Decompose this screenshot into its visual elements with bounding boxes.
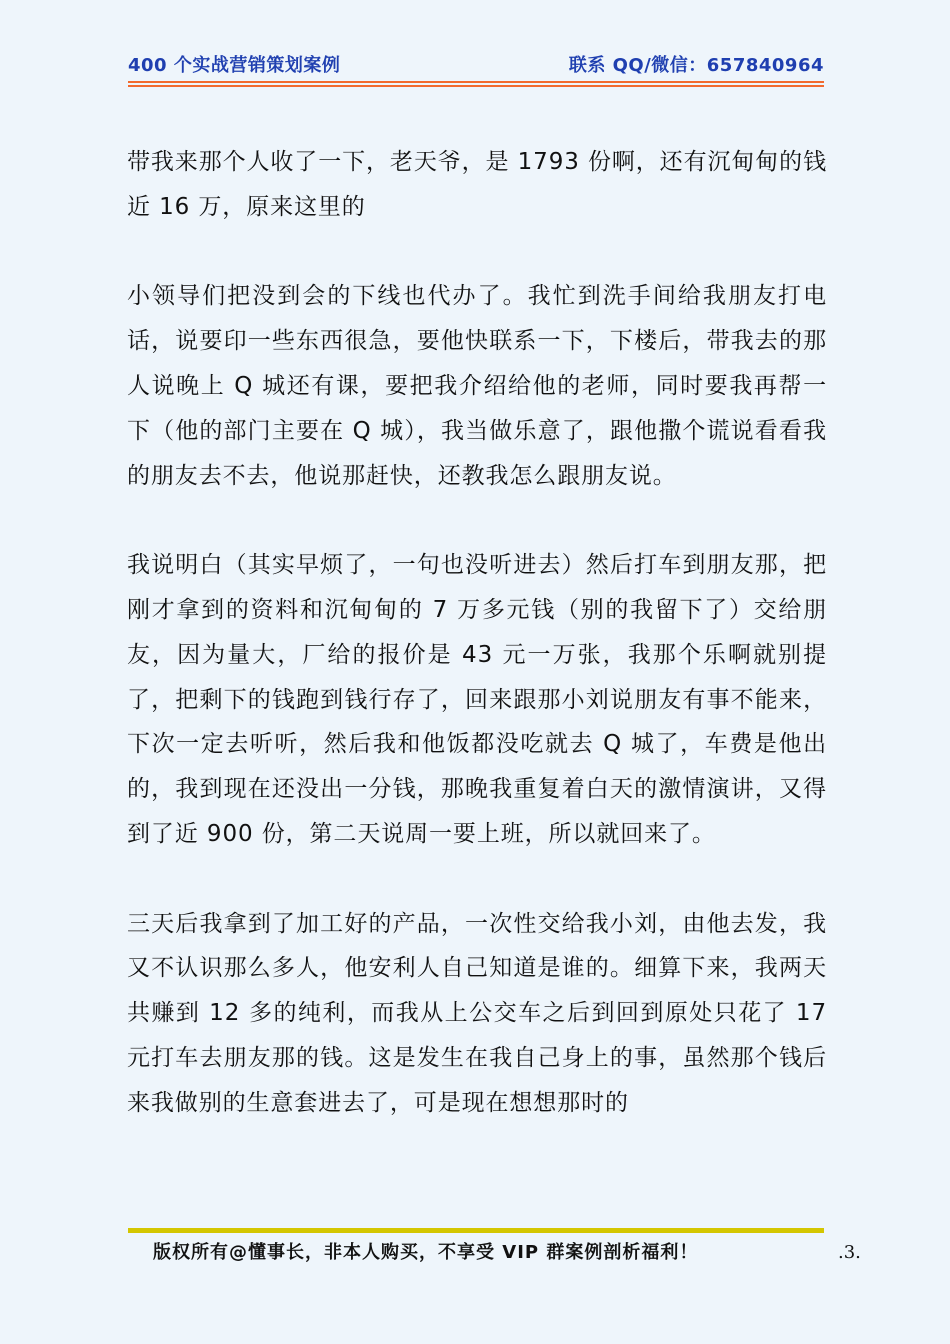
header-title: 400 个实战营销策划案例 [128,55,341,76]
footer-divider [128,1228,824,1233]
body-paragraph-2: 小领导们把没到会的下线也代办了。我忙到洗手间给我朋友打电话，说要印一些东西很急，要他快联系一下，下楼后，带我去的那人说晚上 Q 城还有课，要把我介绍给他的老师，同时要我再帮一下（他的部门主要在 Q 城），我当做乐意了，跟他撒个谎说看看我的朋友去不去，他说那赶快，还教我怎么跟朋友说。 [127,283,827,489]
document-body [127,140,827,1126]
body-paragraph-4: 三天后我拿到了加工好的产品，一次性交给我小刘，由他去发，我又不认识那么多人，他安利人自己知道是谁的。细算下来，我两天共赚到 12 多的纯利，而我从上公交车之后到回到原处只花了 17 元打车去朋友那的钱。这是发生在我自己身上的事，虽然那个钱后来我做别的生意套进去了，可是现在想想那时的 [127,910,827,1116]
header-divider-bottom [128,85,824,87]
page-header [128,54,824,82]
paragraph-gap [127,498,827,543]
page-number: .3. [838,1242,861,1263]
body-paragraph-1: 带我来那个人收了一下，老天爷，是 1793 份啊，还有沉甸甸的钱近 16 万，原来这里的 [127,149,827,220]
paragraph-gap [127,857,827,902]
header-contact: 联系 QQ/微信：657840964 [568,55,824,76]
footer-copyright: 版权所有@懂事长，非本人购买，不享受 VIP 群案例剖析福利！ [153,1242,699,1263]
header-divider-top [128,81,824,83]
body-paragraph-3: 我说明白（其实早烦了，一句也没听进去）然后打车到朋友那，把刚才拿到的资料和沉甸甸的 7 万多元钱（别的我留下了）交给朋友，因为量大，厂给的报价是 43 元一万张，我那个乐啊就别提了，把剩下的钱跑到钱行存了，回来跟那小刘说朋友有事不能来，下次一定去听听，然后我和他饭都没吃就去 Q 城了，车费是他出的，我到现在还没出一分钱，那晚我重复着白天的激情演讲，又得到了近 900 份，第二天说周一要上班，所以就回来了。 [127,552,827,847]
paragraph-gap [127,230,827,275]
